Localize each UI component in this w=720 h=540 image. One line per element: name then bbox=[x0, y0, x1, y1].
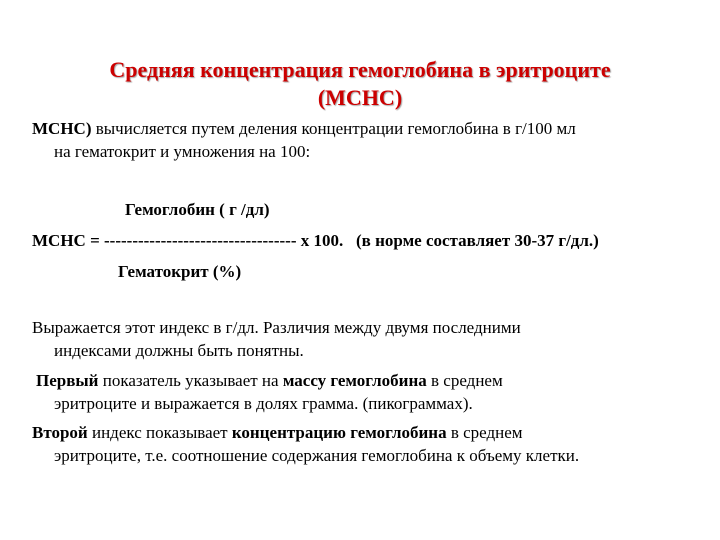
intro-text: вычисляется путем деления концентрации гемоглобина в г/100 мл bbox=[91, 119, 576, 138]
intro-line-2: на гематокрит и умножения на 100: bbox=[54, 142, 311, 161]
para2-bold-first: Первый bbox=[36, 371, 99, 390]
para2-line-1 bbox=[36, 370, 503, 392]
para3-line-2: эритроците, т.е. соотношение содержания гемоглобина к объему клетки. bbox=[54, 446, 580, 465]
formula-numerator: Гемоглобин ( г /дл) bbox=[125, 200, 270, 219]
para2-line-2: эритроците и выражается в долях грамма. (пикограммах). bbox=[54, 394, 473, 413]
para2-text-2: в среднем bbox=[426, 371, 503, 390]
slide-title-line-2: (MCHC) bbox=[317, 85, 403, 110]
para3-bold-second: Второй bbox=[32, 423, 88, 442]
formula-lhs: MCHC = ---------------------------------- х 100. bbox=[32, 231, 344, 250]
intro-term: MCHC) bbox=[32, 119, 92, 138]
para1-line-1: Выражается этот индекс в г/дл. Различия между двумя последними bbox=[32, 318, 521, 337]
para2-bold-mass: массу гемоглобина bbox=[282, 371, 427, 390]
formula-equation bbox=[32, 230, 599, 252]
formula-norm: (в норме составляет 30-37 г/дл.) bbox=[356, 231, 599, 250]
formula-denominator: Гематокрит (%) bbox=[118, 262, 242, 281]
slide-title-line-1: Средняя концентрация гемоглобина в эритроците bbox=[109, 57, 611, 82]
para3-text-2: в среднем bbox=[446, 423, 523, 442]
para3-line-1 bbox=[32, 422, 523, 444]
para3-text-1: индекс показывает bbox=[87, 423, 232, 442]
intro-line-1 bbox=[32, 118, 576, 140]
para2-text-1: показатель указывает на bbox=[98, 371, 283, 390]
para3-bold-concentration: концентрацию гемоглобина bbox=[231, 423, 447, 442]
para1-line-2: индексами должны быть понятны. bbox=[54, 341, 304, 360]
